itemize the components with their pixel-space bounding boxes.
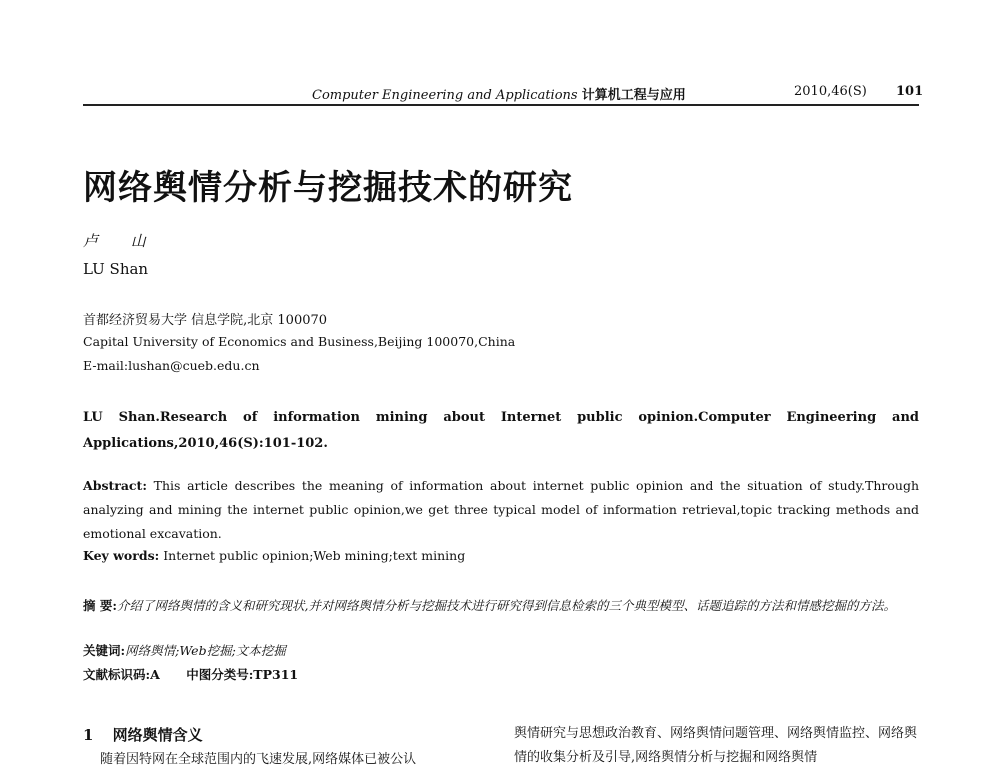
- affiliation-cn: 首都经济贸易大学 信息学院,北京 100070: [83, 313, 328, 328]
- running-header-journal: [312, 84, 686, 103]
- cn-keywords-text: 网络舆情;Web挖掘;文本挖掘: [125, 643, 286, 658]
- author-email: E-mail:lushan@cueb.edu.cn: [83, 358, 260, 373]
- abstract-cn: [83, 594, 919, 617]
- running-header-volume: 2010,46(S): [794, 84, 867, 99]
- abstract-en: [83, 474, 919, 546]
- author-name-cn: 卢 山: [83, 232, 160, 250]
- cn-abstract-text: 介绍了网络舆情的含义和研究现状,并对网络舆情分析与挖掘技术进行研究得到信息检索的三个典型模型、话题追踪的方法和情感挖掘的方法。: [116, 598, 896, 613]
- citation: LU Shan.Research of information mining about Internet public opinion.Computer Engineering and Applications,2010,46(S):101-102.: [83, 410, 919, 451]
- document-code: 文献标识码:A: [83, 667, 160, 682]
- section-title: 网络舆情含义: [112, 726, 203, 744]
- cn-keywords-label: 关键词:: [83, 643, 126, 658]
- page-number: 101: [896, 84, 924, 99]
- affiliation-en: Capital University of Economics and Business,Beijing 100070,China: [83, 334, 516, 349]
- journal-name-en: Computer Engineering and Applications: [312, 88, 578, 103]
- keywords-text: Internet public opinion;Web mining;text mining: [163, 548, 466, 563]
- header-rule: [83, 104, 919, 106]
- keywords-label: Key words:: [83, 548, 160, 563]
- paper-title: 网络舆情分析与挖掘技术的研究: [83, 168, 573, 208]
- abstract-text: This article describes the meaning of information about internet public opinion and the situation of study.Through analyzing and mining the internet public opinion,we get three typical model of information retrieval,topic tracking methods and emotional excavation.: [83, 478, 919, 541]
- abstract-label: Abstract:: [83, 478, 147, 493]
- cn-abstract-label: 摘 要:: [83, 598, 117, 613]
- journal-name-cn: 计算机工程与应用: [581, 88, 686, 103]
- body-text-left: 随着因特网在全球范围内的飞速发展,网络媒体已被公认: [100, 752, 417, 767]
- body-text-right: 舆情研究与思想政治教育、网络舆情问题管理、网络舆情监控、网络舆情的收集分析及引导,网络舆情分析与挖掘和网络舆情: [514, 726, 918, 765]
- clc-number: 中图分类号:TP311: [186, 667, 299, 682]
- section-number: 1: [83, 726, 94, 744]
- classification-line: [83, 665, 919, 685]
- keywords-cn: [83, 641, 919, 661]
- keywords-en: [83, 546, 919, 566]
- author-name-en: LU Shan: [83, 260, 149, 278]
- section-heading: [83, 724, 203, 745]
